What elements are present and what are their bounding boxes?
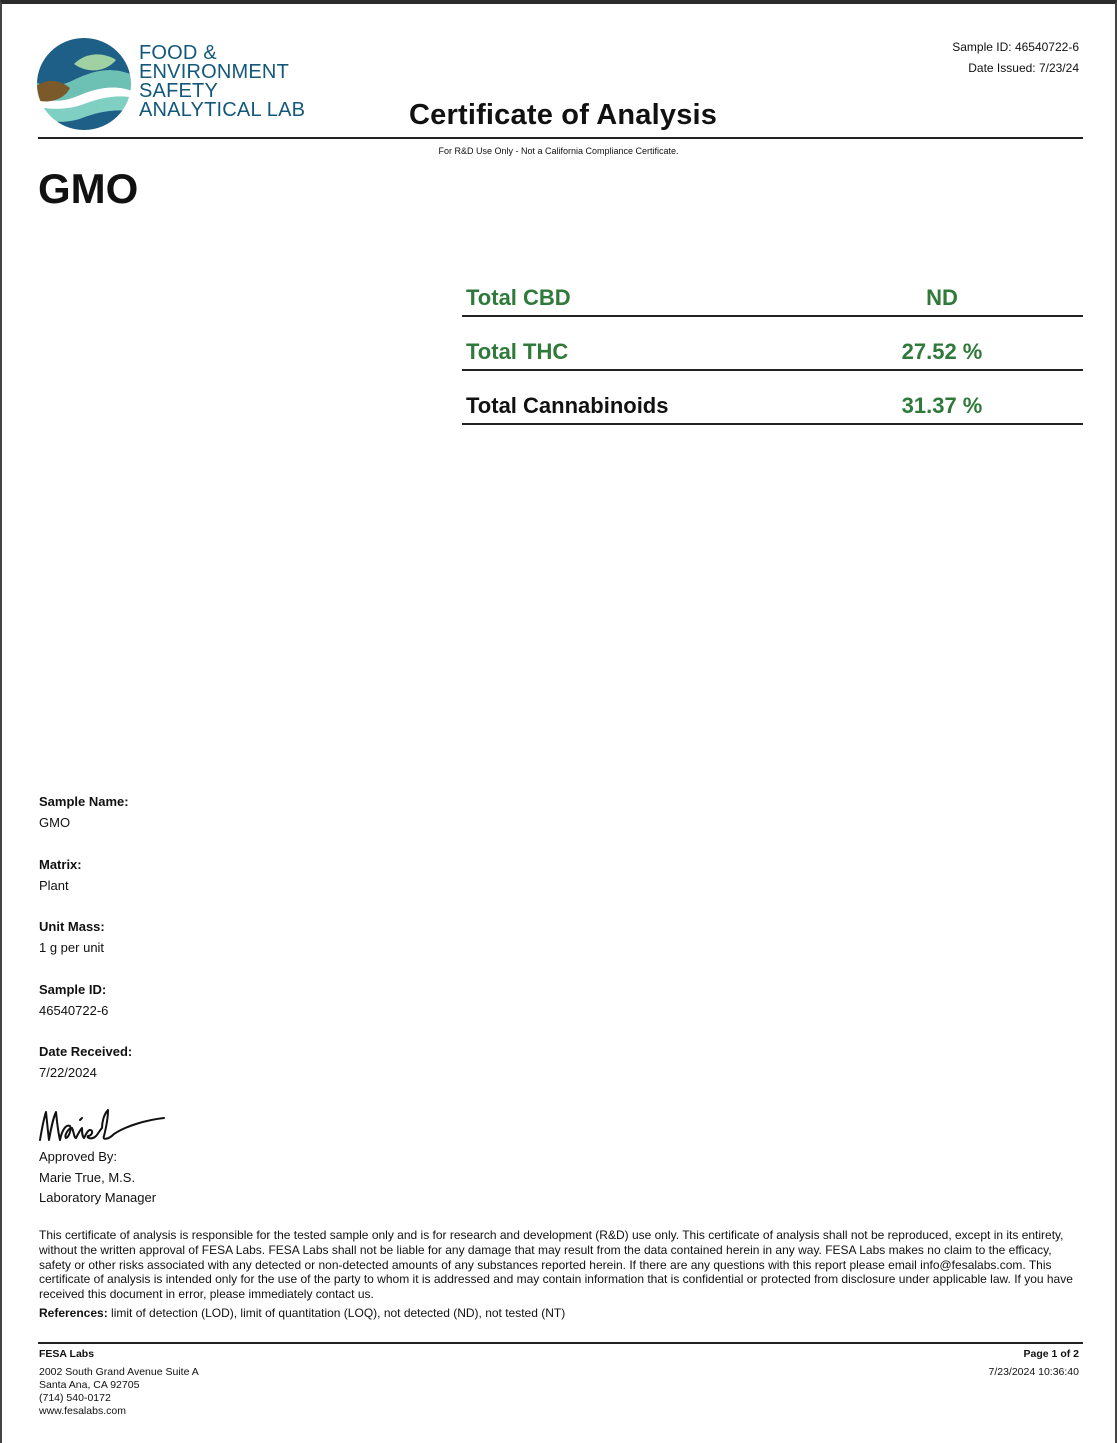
sample-details xyxy=(39,794,439,1107)
footer-city: Santa Ana, CA 92705 xyxy=(39,1379,140,1391)
references xyxy=(39,1306,1079,1320)
page-number: Page 1 of 2 xyxy=(1023,1348,1079,1360)
detail-item xyxy=(39,794,439,857)
detail-value: 1 g per unit xyxy=(39,940,105,955)
detail-key: Date Received: xyxy=(39,1044,133,1059)
summary-label: Total Cannabinoids xyxy=(466,393,669,418)
fesa-logo-icon xyxy=(34,36,134,132)
footer-street: 2002 South Grand Avenue Suite A xyxy=(39,1366,199,1378)
footer-company: FESA Labs xyxy=(39,1348,95,1360)
detail-item xyxy=(39,857,439,920)
detail-item xyxy=(39,982,439,1045)
header-date-issued: Date Issued: 7/23/24 xyxy=(968,61,1079,75)
footer-meta xyxy=(988,1348,1079,1379)
detail-key: Matrix: xyxy=(39,856,82,872)
approved-by-label: Approved By: xyxy=(39,1149,118,1164)
summary-value: 27.52 % xyxy=(901,339,983,364)
disclaimer-text: This certificate of analysis is responsible for the tested sample only and is for research and development (R&D) use only. This certificate of analysis shall not be reproduced, except in its entirety, without the written approval of FESA Labs. FESA Labs shall not be liable for any damage that may result from the data contained herein in any way. FESA Labs makes no claim to the efficacy, safety or other risks associated with any detected or non-detected amounts of any substances reported herein. If there are any questions with this report please email info@fesalabs.com. This certificate of analysis is intended only for the use of the party to whom it is addressed and may contain information that is confidential or protected from disclosure under applicable law. If you have received this document in error, please immediately contact us. xyxy=(39,1228,1073,1302)
signature-image xyxy=(36,1100,168,1146)
approval-block xyxy=(39,1147,156,1209)
logo-line: ANALYTICAL LAB xyxy=(139,99,306,121)
detail-value: 46540722-6 xyxy=(39,1002,109,1018)
summary-label: Total THC xyxy=(466,339,569,364)
logo-line: FOOD & xyxy=(139,42,217,64)
footer-address xyxy=(39,1348,199,1418)
summary-row xyxy=(462,373,1083,425)
detail-item xyxy=(39,919,439,982)
detail-item xyxy=(39,1044,439,1107)
logo-line: ENVIRONMENT xyxy=(139,61,289,83)
header-divider xyxy=(38,137,1083,139)
summary-value: ND xyxy=(926,285,958,310)
product-name: GMO xyxy=(38,165,139,212)
logo-line: SAFETY xyxy=(139,80,218,102)
footer-timestamp: 7/23/2024 10:36:40 xyxy=(988,1366,1079,1378)
references-text: limit of detection (LOD), limit of quantitation (LOQ), not detected (ND), not tested (NT) xyxy=(111,1306,566,1320)
summary-value: 31.37 % xyxy=(901,393,983,418)
detail-key: Sample ID: xyxy=(39,981,107,997)
footer-website[interactable]: www.fesalabs.com xyxy=(39,1405,126,1417)
references-label: References: xyxy=(39,1306,108,1320)
summary-label: Total CBD xyxy=(466,285,571,310)
detail-value: 7/22/2024 xyxy=(39,1065,97,1080)
document-title: Certificate of Analysis xyxy=(409,99,718,131)
detail-value: Plant xyxy=(39,877,69,893)
logo-wordmark xyxy=(139,44,305,120)
summary-row xyxy=(462,265,1083,317)
approver-role: Laboratory Manager xyxy=(39,1190,157,1205)
footer-phone: (714) 540-0172 xyxy=(39,1392,111,1404)
detail-key: Unit Mass: xyxy=(39,919,105,934)
detail-value: GMO xyxy=(39,815,71,830)
detail-key: Sample Name: xyxy=(39,794,129,809)
approver-name: Marie True, M.S. xyxy=(39,1169,136,1185)
summary-row xyxy=(462,319,1083,371)
compliance-note: For R&D Use Only - Not a California Compliance Certificate. xyxy=(438,146,679,156)
footer-divider xyxy=(38,1342,1083,1344)
header-sample-id: Sample ID: 46540722-6 xyxy=(952,40,1079,54)
cannabinoid-summary xyxy=(462,265,1083,427)
